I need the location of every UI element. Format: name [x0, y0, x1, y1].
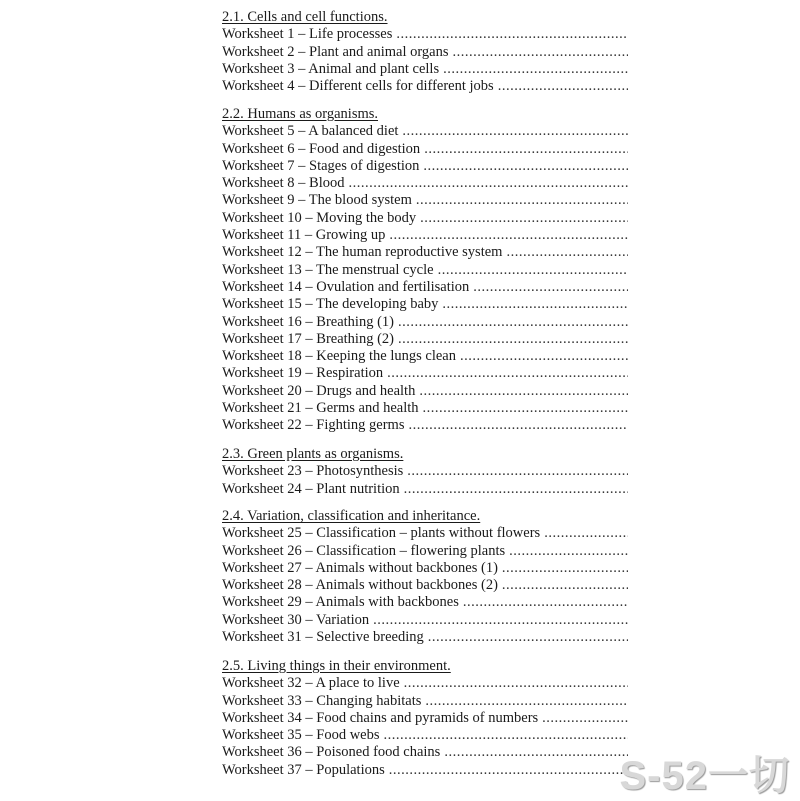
toc-entry-label: Worksheet 22 – Fighting germs: [222, 417, 405, 434]
toc-section: [222, 508, 628, 646]
dot-leader: [398, 314, 628, 331]
dot-leader: [419, 383, 628, 400]
section-title: 2.2. Humans as organisms.: [222, 106, 379, 122]
dot-leader: [373, 612, 628, 629]
toc-entry: [222, 296, 628, 313]
toc-entry-label: Worksheet 2 – Plant and animal organs: [222, 43, 449, 60]
toc-entry-label: Worksheet 25 – Classification – plants without flowers: [222, 525, 541, 542]
toc-entry: [222, 481, 628, 498]
toc-entry: [222, 314, 628, 331]
dot-leader: [384, 727, 628, 744]
toc-entry-label: Worksheet 1 – Life processes: [222, 26, 393, 43]
toc-entry: [222, 175, 628, 192]
toc-entry: [222, 744, 628, 761]
toc-entry-label: Worksheet 24 – Plant nutrition: [222, 480, 400, 497]
dot-leader: [444, 744, 628, 761]
toc-entry: [222, 61, 628, 78]
toc-entry-label: Worksheet 28 – Animals without backbones (2): [222, 577, 498, 594]
section-title: 2.5. Living things in their environment.: [222, 658, 451, 674]
dot-leader: [453, 44, 629, 61]
toc-entry: [222, 44, 628, 61]
dot-leader: [442, 296, 628, 313]
section-title: 2.4. Variation, classification and inheritance.: [222, 508, 481, 524]
dot-leader: [425, 693, 628, 710]
toc-entry-label: Worksheet 14 – Ovulation and fertilisation: [222, 278, 470, 295]
toc-entry: [222, 710, 628, 727]
dot-leader: [389, 227, 628, 244]
toc-entry: [222, 543, 628, 560]
toc-entry: [222, 629, 628, 646]
dot-leader: [542, 710, 628, 727]
dot-leader: [387, 365, 628, 382]
toc-entry-label: Worksheet 34 – Food chains and pyramids of numbers: [222, 709, 539, 726]
toc-entry: [222, 525, 628, 542]
dot-leader: [544, 525, 628, 542]
dot-leader: [438, 262, 628, 279]
toc-entry: [222, 577, 628, 594]
toc-entry-label: Worksheet 26 – Classification – flowering plants: [222, 542, 506, 559]
dot-leader: [502, 560, 628, 577]
toc-entry-label: Worksheet 15 – The developing baby: [222, 296, 439, 313]
toc-entry: [222, 158, 628, 175]
toc-entry-label: Worksheet 27 – Animals without backbones (1): [222, 559, 498, 576]
toc-entry: [222, 192, 628, 209]
dot-leader: [506, 244, 628, 261]
toc-entry-label: Worksheet 11 – Growing up: [222, 227, 386, 244]
toc-entry: [222, 560, 628, 577]
watermark: S-52一切: [619, 754, 790, 798]
toc-entry-label: Worksheet 17 – Breathing (2): [222, 330, 394, 347]
section-title: 2.1. Cells and cell functions.: [222, 9, 388, 25]
toc-entry-label: Worksheet 9 – The blood system: [222, 192, 412, 209]
dot-leader: [389, 762, 628, 779]
toc-entry-label: Worksheet 23 – Photosynthesis: [222, 463, 404, 480]
dot-leader: [460, 348, 628, 365]
dot-leader: [463, 594, 628, 611]
dot-leader: [423, 158, 628, 175]
toc-entry: [222, 227, 628, 244]
toc-entry: [222, 675, 628, 692]
dot-leader: [443, 61, 628, 78]
toc-entry: [222, 331, 628, 348]
toc-entry: [222, 78, 628, 95]
dot-leader: [404, 481, 628, 498]
toc-entry: [222, 348, 628, 365]
toc-entry-label: Worksheet 12 – The human reproductive system: [222, 244, 503, 261]
toc-section: [222, 658, 628, 779]
toc-entry: [222, 26, 628, 43]
toc-entry-label: Worksheet 5 – A balanced diet: [222, 123, 399, 140]
toc-entry-label: Worksheet 3 – Animal and plant cells: [222, 60, 440, 77]
toc-entry-label: Worksheet 19 – Respiration: [222, 365, 384, 382]
toc-entry: [222, 365, 628, 382]
toc-section: [222, 106, 628, 435]
toc-entry: [222, 244, 628, 261]
toc-entry-label: Worksheet 33 – Changing habitats: [222, 692, 422, 709]
toc-entry: [222, 262, 628, 279]
toc-entry-label: Worksheet 13 – The menstrual cycle: [222, 261, 434, 278]
dot-leader: [404, 675, 628, 692]
toc-entry-label: Worksheet 20 – Drugs and health: [222, 382, 416, 399]
toc-entry: [222, 463, 628, 480]
toc-entry-label: Worksheet 7 – Stages of digestion: [222, 157, 420, 174]
dot-leader: [424, 141, 628, 158]
toc-section: [222, 446, 628, 498]
toc-entry-label: Worksheet 31 – Selective breeding: [222, 629, 424, 646]
toc-entry: [222, 123, 628, 140]
toc-entry-label: Worksheet 10 – Moving the body: [222, 209, 417, 226]
toc-entry-label: Worksheet 36 – Poisoned food chains: [222, 744, 441, 761]
toc-entry: [222, 727, 628, 744]
toc-entry: [222, 383, 628, 400]
dot-leader: [498, 78, 628, 95]
dot-leader: [398, 331, 628, 348]
toc-entry-label: Worksheet 35 – Food webs: [222, 727, 380, 744]
toc-entry-label: Worksheet 32 – A place to live: [222, 675, 400, 692]
toc-entry-label: Worksheet 30 – Variation: [222, 611, 370, 628]
toc-entry-label: Worksheet 29 – Animals with backbones: [222, 594, 459, 611]
toc-entry-label: Worksheet 16 – Breathing (1): [222, 313, 394, 330]
toc-entry-label: Worksheet 4 – Different cells for different jobs: [222, 78, 494, 95]
toc-entry-label: Worksheet 21 – Germs and health: [222, 400, 419, 417]
dot-leader: [416, 192, 628, 209]
toc-entry: [222, 210, 628, 227]
toc-entry: [222, 141, 628, 158]
dot-leader: [402, 123, 628, 140]
toc-entry-label: Worksheet 8 – Blood: [222, 175, 345, 192]
dot-leader: [420, 210, 628, 227]
toc-entry: [222, 693, 628, 710]
section-title: 2.3. Green plants as organisms.: [222, 446, 404, 462]
dot-leader: [408, 417, 628, 434]
dot-leader: [396, 26, 628, 43]
dot-leader: [423, 400, 628, 417]
toc-section: [222, 9, 628, 95]
dot-leader: [473, 279, 628, 296]
toc-entry: [222, 612, 628, 629]
toc-entry: [222, 762, 628, 779]
dot-leader: [428, 629, 628, 646]
toc-entry-label: Worksheet 18 – Keeping the lungs clean: [222, 348, 456, 365]
toc-entry-label: Worksheet 6 – Food and digestion: [222, 140, 421, 157]
toc-entry-label: Worksheet 37 – Populations: [222, 761, 385, 778]
toc-entry: [222, 279, 628, 296]
toc-entry: [222, 417, 628, 434]
toc-entry: [222, 594, 628, 611]
toc-entry: [222, 400, 628, 417]
dot-leader: [348, 175, 628, 192]
dot-leader: [407, 463, 628, 480]
dot-leader: [509, 543, 628, 560]
dot-leader: [502, 577, 628, 594]
